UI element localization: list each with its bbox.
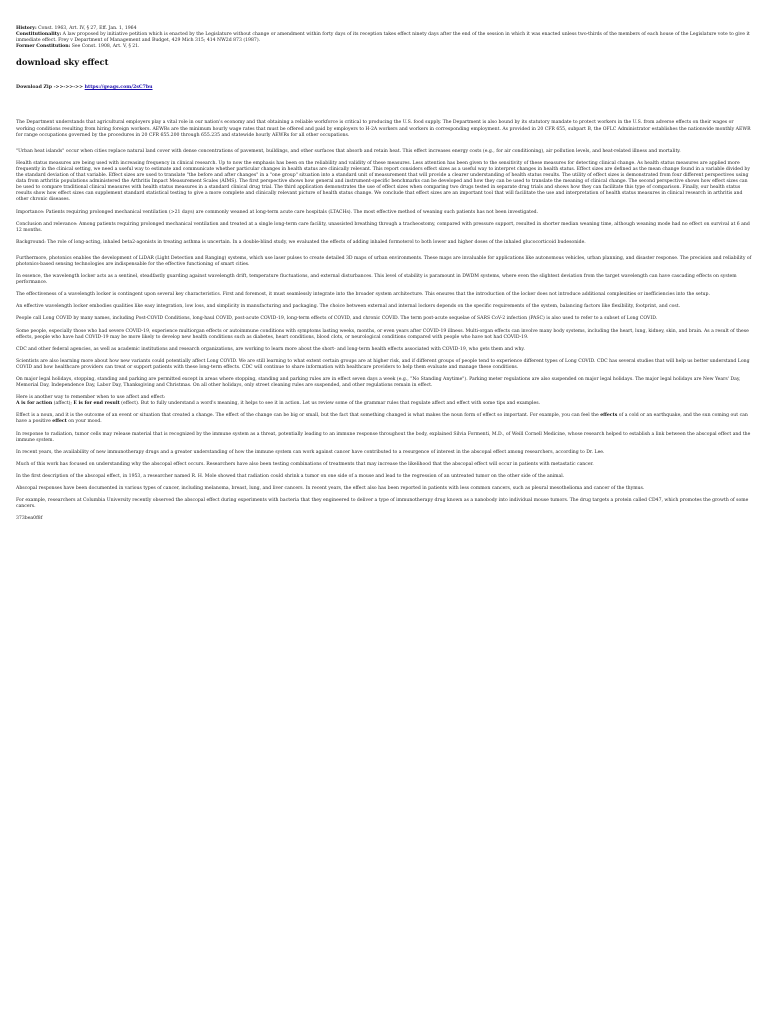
former-constitution-text: See Const. 1908, Art. V, § 21. (70, 44, 140, 50)
effect-bold-1: effects (600, 413, 618, 419)
footer-code: 373bea0f8f (16, 516, 43, 522)
paragraph: The Department understands that agricultural employers play a vital role in our nation's economy and that obtaining a reliable workforce is critical to producing the U.S. food supply. The Department is also bound by its statutory mandate to protect workers in the U.S. from adverse effects on their wages or working conditions resulting from hiring foreign workers. AEWRs are the minimum hourly wage rates that must be offered and paid by employers to H-2A workers and workers in corresponding employment. As provided in 20 CFR 655, subpart B, the OFLC Administrator establishes the nationwide monthly AEWR for range occupations governed by the procedures in 20 CFR 655.200 through 655.235 and statewide hourly AEWRs for all other occupations. (16, 120, 751, 138)
constitutionality-label: Constitutionality: (16, 32, 62, 38)
paragraph: People call Long COVID by many names, including Post-COVID Conditions, long-haul COVID, post-acute COVID-19, long-term effects of COVID, and chronic COVID. The term post-acute sequelae of SARS CoV-2 infection (PASC) is also used to refer to a subset of Long COVID. (16, 316, 658, 322)
former-constitution-line (16, 44, 754, 50)
history-text: Const. 1963, Art. IV, § 27, Eff. Jan. 1, 1964 (36, 26, 137, 31)
paragraph: Scientists are also learning more about how new variants could potentially affect Long COVID. We are still learning to what extent certain groups are at higher risk, and if different groups of people tend to experience different types of Long COVID. CDC has several studies that will help us better understand Long COVID and how healthcare providers can treat or support patients with these long-term effects. CDC will continue to share information with healthcare providers to help them evaluate and manage these conditions. (16, 358, 750, 370)
page-title: download sky effect (16, 57, 109, 68)
mnemonic-a: A is for action (16, 401, 53, 407)
mnemonic-a-rest: (affect); (52, 401, 74, 407)
paragraph: In recent years, the availability of new immunotherapy drugs and a greater understanding of how the immune system can work against cancer have contributed to a resurgence of interest in the abscopal effect among researchers, according to Dr. Lee. (16, 449, 605, 455)
paragraph: Health status measures are being used with increasing frequency in clinical research. Up to now the emphasis has been on the reliability and validity of these measures. Less attention has been given to the sensitivity of these measures for detecting clinical change. As health status measures are applied more frequently in the clinical setting, we need a useful way to estimate and communicate whether particular changes in health status are clinically relevant. This report considers effect sizes as a useful way to interpret changes in health status. Effect sizes are defined as the mean change found in a variable divided by the standard deviation of that variable. Effect sizes are used to translate "the before and after changes" in a "one group" situation into a standard unit of measurement that will provide a clearer understanding of health status results. The utility of effect sizes is demonstrated from four different perspectives using data from arthritis populations administered the Arthritis Impact Measurement Scales (AIMS). The first perspective shows how general and instrument-specific benchmarks can be developed and how they can be used to translate the meaning of clinical change. The second perspective shows how effect sizes can be used to compare traditional clinical measures with health status measures in a standard clinical drug trial. The third application demonstrates the use of effect sizes when comparing two drugs tested in separate drug trials and shows how they can facilitate this type of comparison. Finally, our health status results show how effect sizes can supplement standard statistical testing to give a more complete and clinically relevant picture of health status change. We conclude that effect sizes are an important tool that will facilitate the use and interpretation of health status measures in clinical research in arthritis and other chronic diseases. (16, 160, 750, 203)
paragraph: Much of this work has focused on understanding why the abscopal effect occurs. Researchers have also been testing combinations of treatments that may increase the likelihood that the abscopal effect will occur in patients with metastatic cancer. (16, 461, 594, 467)
paragraph: On major legal holidays, stopping, standing and parking are permitted except in areas where stopping, standing and parking rules are in effect seven days a week (e.g., "No Standing Anytime"). Parking meter regulations are also suspended on major legal holidays. The major legal holidays are New Years' Day, Memorial Day, Independence Day, Labor Day, Thanksgiving and Christmas. On all other holidays, only street cleaning rules are suspended, and other regulations remain in effect. (16, 377, 741, 389)
paragraph: For example, researchers at Columbia University recently observed the abscopal effect during experiments with bacteria that they engineered to deliver a type of immunotherapy drug known as a nanobody into individual mouse tumors. The drug targets a protein called CD47, which promotes the growth of some cancers. (16, 498, 749, 510)
affect-effect-mnemonic (16, 401, 754, 407)
article-body (16, 120, 754, 522)
paragraph: "Urban heat islands" occur when cities replace natural land cover with dense concentrations of pavement, buildings, and other surfaces that absorb and retain heat. This effect increases energy costs (e.g., for air conditioning), air pollution levels, and heat-related illness and mortality. (16, 148, 681, 154)
affect-effect-intro: Here is another way to remember when to use affect and effect: (16, 395, 166, 401)
paragraph: In response to radiation, tumor cells may release material that is recognized by the immune system as a threat, potentially leading to an immune response throughout the body, explained Silvia Formenti, M.D., of Weill Cornell Medicine, whose research helped to establish a link between the abscopal effect and the immune system. (16, 431, 751, 443)
paragraph: CDC and other federal agencies, as well as academic institutions and research organizations, are working to learn more about the short- and long-term health effects associated with COVID-19, who gets them and why. (16, 346, 525, 352)
download-label: Download Zip ->>->>->> (16, 85, 85, 91)
paragraph: In the first description of the abscopal effect, in 1953, a researcher named R. H. Mole showed that radiation could shrink a tumor on one side of a mouse and lead to the regression of an untreated tumor on the other side of the animal. (16, 473, 565, 479)
mnemonic-e: E is for end result (73, 401, 120, 407)
mnemonic-e-rest: (effect). But to fully understand a word's meaning, it helps to see it in action. Let us review some of the grammar rules that regulate affect and effect with some tips and examples. (119, 401, 541, 407)
effect-text-2: of a cold or an earthquake, and the sun coming out can have a positive (16, 413, 748, 425)
paragraph: An effective wavelength locker embodies qualities like easy integration, low loss, and simplicity in manufacturing and packaging. The choice between external and internal lockers depends on the specific requirements of the system, balancing factors like flexibility, footprint, and cost. (16, 304, 681, 310)
history-label: History: (16, 26, 37, 31)
constitutionality-text: A law proposed by initiative petition which is enacted by the Legislature without change or amendment within forty days of its reception takes effect ninety days after the end of the session in which it was enacted unless two-thirds of the members of each house of the Legislature vote to give it immediate effect. Frey v Department of Management and Budget, 429 Mich 315; 414 NW2d 873 (1987). (16, 32, 750, 44)
effect-text-3: on your mood. (66, 419, 102, 425)
paragraph: The effectiveness of a wavelength locker is contingent upon several key characteristics. First and foremost, it must seamlessly integrate into the broader system architecture. This ensures that the introduction of the locker does not introduce additional complexities or inefficiencies into the setup. (16, 292, 710, 298)
former-constitution-label: Former Constitution: (16, 44, 71, 50)
download-line (16, 85, 754, 91)
paragraph: Furthermore, photonics enables the development of LiDAR (Light Detection and Ranging) systems, which use laser pulses to create detailed 3D maps of urban environments. These maps are invaluable for applications like autonomous vehicles, urban planning, and disaster response. The precision and reliability of photonics-based sensing technologies are indispensable for the effective functioning of smart cities. (16, 255, 752, 267)
paragraph: Background: The role of long-acting, inhaled beta2-agonists in treating asthma is uncertain. In a double-blind study, we evaluated the effects of adding inhaled formoterol to both lower and higher doses of the inhaled glucocorticoid budesonide. (16, 239, 586, 245)
law-metadata (16, 26, 754, 50)
constitutionality-line (16, 32, 754, 44)
paragraph: Importance: Patients requiring prolonged mechanical ventilation (>21 days) are commonly weaned at long-term acute care hospitals (LTACHs). The most effective method of weaning such patients has not been investigated. (16, 209, 539, 215)
paragraph: Abscopal responses have been documented in various types of cancer, including melanoma, breast, lung, and liver cancers. In recent years, the effect also has been reported in patients with less common cancers, such as pleural mesothelioma and cancer of the thymus. (16, 486, 645, 492)
download-link[interactable]: https://geags.com/2sC7bu (84, 85, 153, 91)
paragraph: Some people, especially those who had severe COVID-19, experience multiorgan effects or autoimmune conditions with symptoms lasting weeks, months, or even years after COVID-19 illness. Multi-organ effects can involve many body systems, including the heart, lung, kidney, skin, and brain. As a result of these effects, people who have had COVID-19 may be more likely to develop new health conditions such as diabetes, heart conditions, blood clots, or neurological conditions compared with people who have not had COVID-19. (16, 328, 749, 340)
effect-text-1: Effect is a noun, and it is the outcome of an event or situation that created a change. The effect of the change can be big or small, but the fact that something changed is what makes the noun form of effect so important. For example, you can feel the (16, 413, 601, 419)
effect-bold-2: effect (52, 419, 67, 425)
effect-definition (16, 413, 754, 425)
paragraph: Conclusion and relevance: Among patients requiring prolonged mechanical ventilation and treated at a single long-term care facility, unassisted breathing through a tracheostomy, compared with pressure support, resulted in shorter median weaning time, although weaning mode had no effect on survival at 6 and 12 months. (16, 221, 750, 233)
paragraph: In essence, the wavelength locker acts as a sentinel, steadfastly guarding against wavelength drift, temperature fluctuations, and external disturbances. This level of stability is paramount in DWDM systems, where even the slightest deviation from the target wavelength can have cascading effects on system performance. (16, 274, 737, 286)
